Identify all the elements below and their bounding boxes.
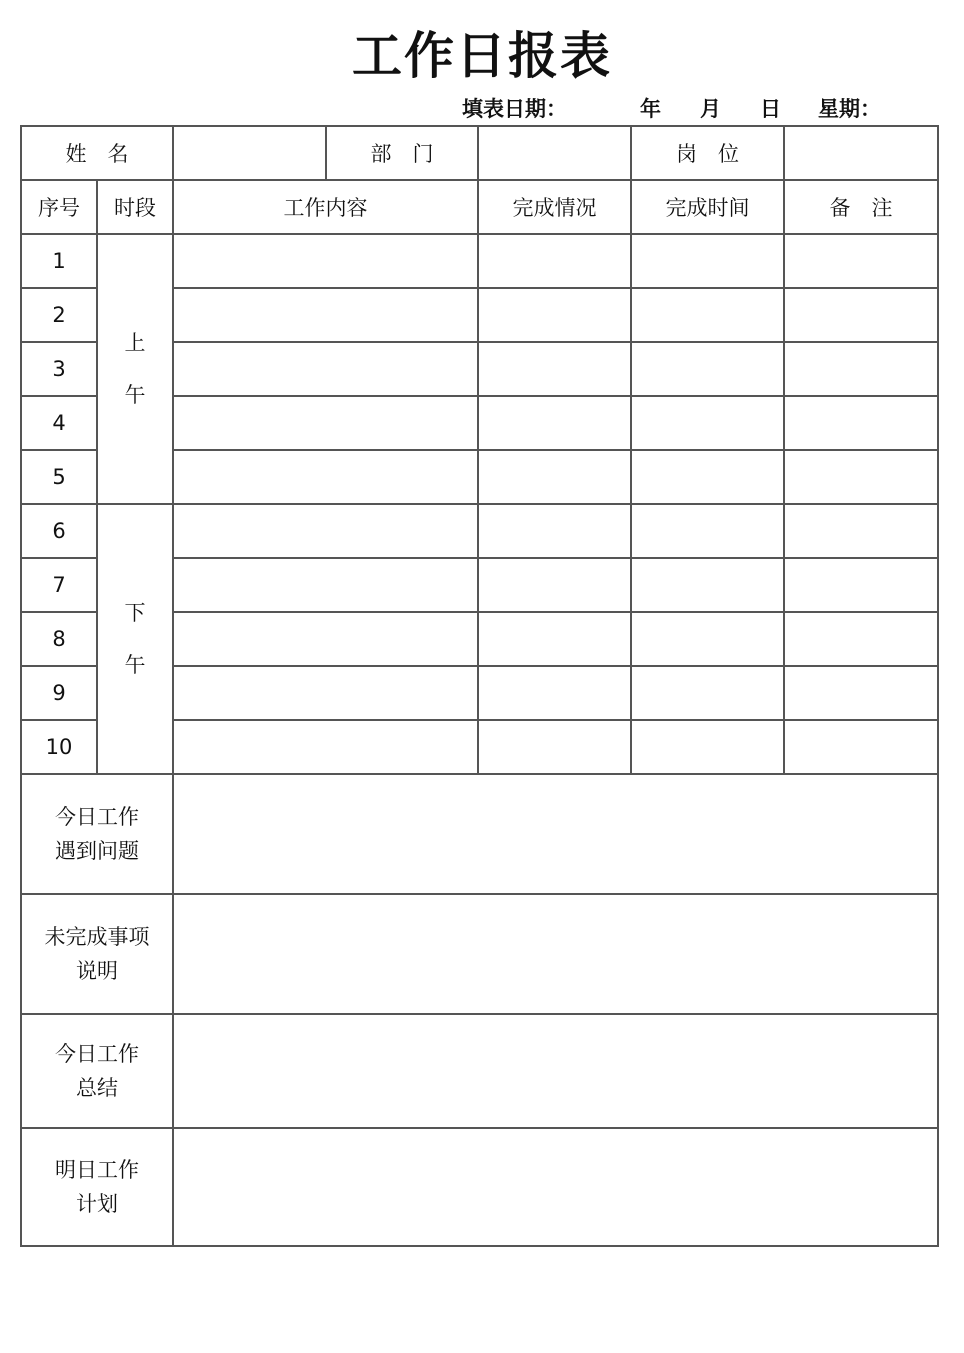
time-field[interactable] xyxy=(631,558,784,612)
month-label: 月 xyxy=(700,97,721,121)
dept-label-cell xyxy=(326,126,478,180)
plan-field[interactable] xyxy=(173,1128,938,1246)
section-label-unfinished xyxy=(21,894,173,1014)
remark-field[interactable] xyxy=(784,720,938,774)
daily-report-table xyxy=(20,125,939,1247)
row-number: 6 xyxy=(21,504,97,558)
dept-field[interactable] xyxy=(478,126,631,180)
date-line xyxy=(0,95,964,123)
content-field[interactable] xyxy=(173,234,478,288)
remark-field[interactable] xyxy=(784,342,938,396)
row-number: 3 xyxy=(21,342,97,396)
row-number: 4 xyxy=(21,396,97,450)
remark-field[interactable] xyxy=(784,504,938,558)
remark-field[interactable] xyxy=(784,612,938,666)
time-field[interactable] xyxy=(631,396,784,450)
time-field[interactable] xyxy=(631,612,784,666)
content-header: 工作内容 xyxy=(173,180,478,234)
content-field[interactable] xyxy=(173,720,478,774)
row-number: 1 xyxy=(21,234,97,288)
name-label-cell xyxy=(21,126,173,180)
name-field[interactable] xyxy=(173,126,326,180)
section-label-problems xyxy=(21,774,173,894)
status-field[interactable] xyxy=(478,450,631,504)
remark-header: 备 注 xyxy=(784,180,938,234)
remark-field[interactable] xyxy=(784,450,938,504)
row-number: 8 xyxy=(21,612,97,666)
status-field[interactable] xyxy=(478,234,631,288)
weekday-label: 星期： xyxy=(818,97,881,121)
section-label-summary xyxy=(21,1014,173,1128)
period-afternoon-char-1: 下 xyxy=(124,601,146,625)
position-field[interactable] xyxy=(784,126,938,180)
fill-date-label: 填表日期： xyxy=(462,97,567,121)
summary-field[interactable] xyxy=(173,1014,938,1128)
remark-field[interactable] xyxy=(784,396,938,450)
period-afternoon-char-2: 午 xyxy=(124,653,146,677)
time-field[interactable] xyxy=(631,342,784,396)
remark-field[interactable] xyxy=(784,288,938,342)
section-label-line: 计划 xyxy=(76,1192,118,1216)
period-header: 时段 xyxy=(97,180,173,234)
status-field[interactable] xyxy=(478,504,631,558)
section-label-plan xyxy=(21,1128,173,1246)
row-number: 7 xyxy=(21,558,97,612)
time-header: 完成时间 xyxy=(631,180,784,234)
status-field[interactable] xyxy=(478,666,631,720)
time-field[interactable] xyxy=(631,450,784,504)
row-number: 5 xyxy=(21,450,97,504)
period-morning xyxy=(97,234,173,504)
status-field[interactable] xyxy=(478,720,631,774)
time-field[interactable] xyxy=(631,234,784,288)
section-label-line: 说明 xyxy=(76,959,118,983)
content-field[interactable] xyxy=(173,396,478,450)
status-field[interactable] xyxy=(478,396,631,450)
position-label-cell xyxy=(631,126,784,180)
status-field[interactable] xyxy=(478,612,631,666)
period-morning-char-2: 午 xyxy=(124,383,146,407)
section-label-line: 未完成事项 xyxy=(44,925,150,949)
status-field[interactable] xyxy=(478,288,631,342)
time-field[interactable] xyxy=(631,504,784,558)
row-number: 10 xyxy=(21,720,97,774)
section-label-line: 今日工作 xyxy=(55,1042,139,1066)
remark-field[interactable] xyxy=(784,666,938,720)
content-field[interactable] xyxy=(173,612,478,666)
time-field[interactable] xyxy=(631,666,784,720)
position-label: 岗 位 xyxy=(676,142,739,166)
section-label-line: 遇到问题 xyxy=(55,839,139,863)
row-number: 2 xyxy=(21,288,97,342)
time-field[interactable] xyxy=(631,288,784,342)
status-field[interactable] xyxy=(478,342,631,396)
content-field[interactable] xyxy=(173,504,478,558)
content-field[interactable] xyxy=(173,666,478,720)
remark-field[interactable] xyxy=(784,558,938,612)
section-label-line: 总结 xyxy=(76,1076,118,1100)
day-label: 日 xyxy=(760,97,781,121)
unfinished-field[interactable] xyxy=(173,894,938,1014)
content-field[interactable] xyxy=(173,342,478,396)
remark-field[interactable] xyxy=(784,234,938,288)
status-field[interactable] xyxy=(478,558,631,612)
name-label: 姓 名 xyxy=(65,142,129,166)
page-title: 工作日报表 xyxy=(352,27,612,85)
period-morning-char-1: 上 xyxy=(124,331,146,355)
dept-label: 部 门 xyxy=(370,142,434,166)
time-field[interactable] xyxy=(631,720,784,774)
section-label-line: 今日工作 xyxy=(55,805,139,829)
row-number: 9 xyxy=(21,666,97,720)
year-label: 年 xyxy=(640,97,661,121)
content-field[interactable] xyxy=(173,288,478,342)
content-field[interactable] xyxy=(173,450,478,504)
section-label-line: 明日工作 xyxy=(55,1158,139,1182)
status-header: 完成情况 xyxy=(478,180,631,234)
period-afternoon xyxy=(97,504,173,774)
problems-field[interactable] xyxy=(173,774,938,894)
seq-header: 序号 xyxy=(21,180,97,234)
content-field[interactable] xyxy=(173,558,478,612)
